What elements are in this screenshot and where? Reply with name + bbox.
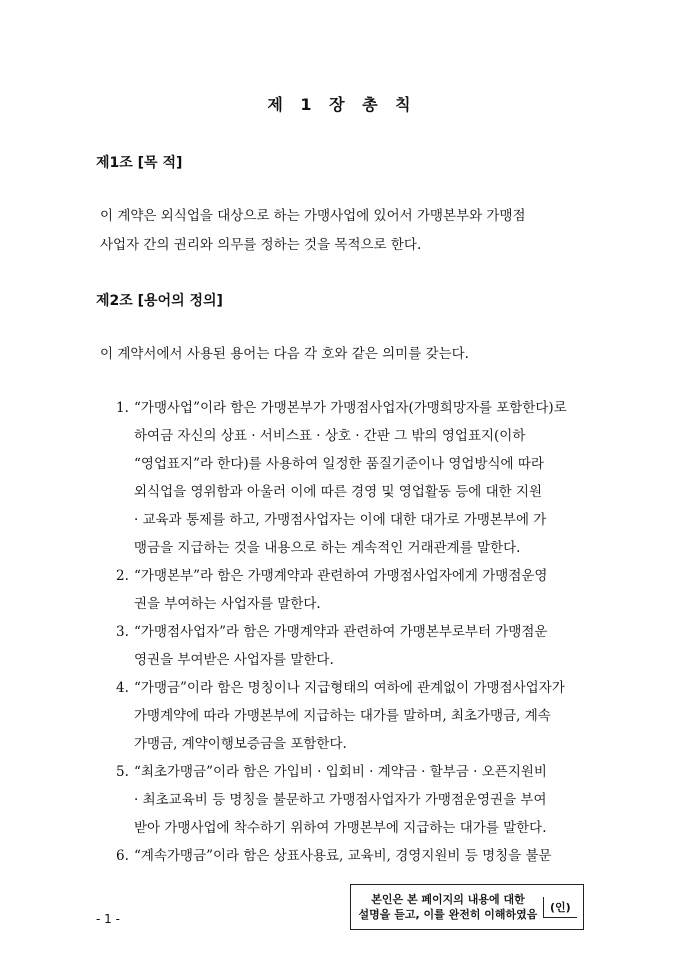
item-line: “가맹사업”이라 함은 가맹본부가 가맹점사업자(가맹희망자를 포함한다)로 [134,400,567,416]
item-number: 5. [116,764,129,780]
list-item [96,758,586,842]
confirmation-line: 본인은 본 페이지의 내용에 대한 [371,893,525,906]
item-line: “가맹본부”라 함은 가맹계약과 관련하여 가맹점사업자에게 가맹점운영 [134,568,548,584]
definition-list [96,394,586,870]
item-line: 가맹계약에 따라 가맹본부에 지급하는 대가를 말하며, 최초가맹금, 계속 [134,708,551,724]
list-item [96,562,586,618]
chapter-title: 제 1 장 총 칙 [267,95,413,114]
list-item [96,674,586,758]
item-line: 외식업을 영위함과 아울러 이에 따른 경영 및 영업활동 등에 대한 지원 [134,484,543,500]
article-2-heading: 제2조 [용어의 정의] [96,293,223,309]
confirmation-box [350,884,584,930]
seal-mark: (인) [543,897,577,918]
item-line: “영업표지”라 한다)를 사용하여 일정한 품질기준이나 영업방식에 따라 [134,456,544,472]
item-line: “계속가맹금”이라 함은 상표사용료, 교육비, 경영지원비 등 명칭을 불문 [134,848,552,864]
item-number: 4. [116,680,129,696]
item-line: “가맹금”이라 함은 명칭이나 지급형태의 여하에 관계없이 가맹점사업자가 [134,680,565,696]
item-line: 가맹금, 계약이행보증금을 포함한다. [134,736,347,752]
item-number: 2. [116,568,129,584]
item-number: 3. [116,624,129,640]
item-number: 1. [116,400,129,416]
item-line: 하여금 자신의 상표 · 서비스표 · 상호 · 간판 그 밖의 영업표지(이하 [134,428,526,444]
confirmation-line: 설명을 듣고, 이를 완전히 이해하였음 [358,908,538,921]
item-line: 권을 부여하는 사업자를 말한다. [134,596,321,612]
item-line: “최초가맹금”이라 함은 가입비 · 입회비 · 계약금 · 할부금 · 오픈지원비 [134,764,547,780]
item-line: · 교육과 통제를 하고, 가맹점사업자는 이에 대한 대가로 가맹본부에 가 [134,512,547,528]
article-2-intro [100,340,590,369]
list-item [96,842,586,870]
article-1-line: 이 계약은 외식업을 대상으로 하는 가맹사업에 있어서 가맹본부와 가맹점 [100,208,526,224]
page-number: - 1 - [96,912,120,926]
article-2-intro-line: 이 계약서에서 사용된 용어는 다음 각 호와 같은 의미를 갖는다. [100,346,469,362]
item-line: 받아 가맹사업에 착수하기 위하여 가맹본부에 지급하는 대가를 말한다. [134,820,547,836]
item-number: 6. [116,848,129,864]
article-1-heading: 제1조 [목 적] [96,155,183,171]
item-line: 맹금을 지급하는 것을 내용으로 하는 계속적인 거래관계를 말한다. [134,540,521,556]
list-item [96,618,586,674]
item-line: “가맹점사업자”라 함은 가맹계약과 관련하여 가맹본부로부터 가맹점운 [134,624,548,640]
confirmation-text [351,892,539,922]
item-line: · 최초교육비 등 명칭을 불문하고 가맹점사업자가 가맹점운영권을 부여 [134,792,547,808]
list-item [96,394,586,562]
item-line: 영권을 부여받은 사업자를 말한다. [134,652,334,668]
article-1-line: 사업자 간의 권리와 의무를 정하는 것을 목적으로 한다. [100,237,422,253]
article-1-body [100,202,590,260]
